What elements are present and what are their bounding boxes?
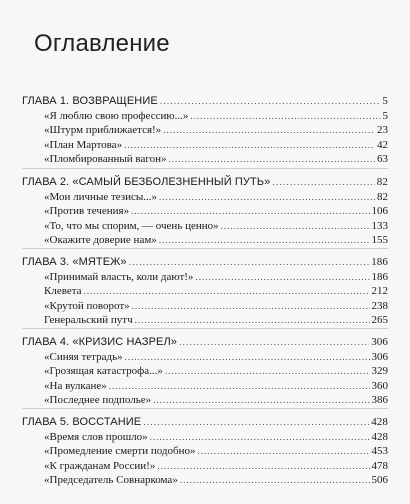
section-entry[interactable] — [22, 393, 388, 407]
section-entry[interactable] — [22, 299, 388, 313]
chapter-title: ГЛАВА 2. «САМЫЙ БЕЗБОЛЕЗНЕННЫЙ ПУТЬ» — [22, 176, 271, 188]
section-entry[interactable] — [22, 313, 388, 327]
chapter-heading[interactable] — [22, 94, 388, 108]
dot-leader — [153, 393, 369, 407]
section-page-number: 42 — [377, 138, 388, 151]
section-entry[interactable] — [22, 109, 388, 123]
section-entry[interactable] — [22, 379, 388, 393]
dot-leader — [132, 299, 370, 313]
section-entry[interactable] — [22, 350, 388, 364]
section-title: «На вулкане» — [44, 379, 107, 392]
section-entry[interactable] — [22, 444, 388, 458]
section-page-number: 106 — [371, 205, 388, 218]
dot-leader — [190, 109, 380, 123]
chapter-title: ГЛАВА 3. «МЯТЕЖ» — [22, 256, 127, 268]
section-entry[interactable] — [22, 219, 388, 233]
section-title: «Я люблю свою профессию...» — [44, 110, 189, 123]
chapter-heading[interactable] — [22, 335, 388, 349]
chapter-heading[interactable] — [22, 175, 388, 189]
section-page-number: 386 — [371, 393, 388, 406]
section-page-number: 212 — [371, 285, 388, 298]
section-title: Клевета — [44, 285, 82, 298]
dot-leader — [180, 473, 370, 487]
chapter-heading[interactable] — [22, 415, 388, 429]
dot-leader — [109, 379, 370, 393]
dot-leader — [131, 204, 369, 218]
section-title: «Крутой поворот» — [44, 299, 130, 312]
section-title: «Принимай власть, коли дают!» — [44, 271, 194, 284]
section-title: «Время слов прошло» — [44, 431, 148, 444]
page-title: Оглавление — [34, 30, 170, 57]
bleed-through-decoration — [250, 34, 252, 44]
dot-leader — [272, 175, 374, 189]
section-page-number: 329 — [371, 365, 388, 378]
section-page-number: 23 — [377, 124, 388, 137]
chapter-5 — [22, 408, 388, 488]
chapter-page-number: 5 — [382, 95, 388, 107]
section-page-number: 506 — [371, 473, 388, 486]
section-page-number: 155 — [371, 233, 388, 246]
chapter-heading[interactable] — [22, 255, 388, 269]
section-entry[interactable] — [22, 123, 388, 137]
chapter-page-number: 82 — [376, 176, 388, 188]
section-title: «То, что мы спорим, — очень ценно» — [44, 219, 219, 232]
section-entry[interactable] — [22, 190, 388, 204]
section-page-number: 238 — [371, 299, 388, 312]
chapter-3 — [22, 248, 388, 328]
section-title: «Председатель Совнаркома» — [44, 473, 178, 486]
chapter-page-number: 428 — [371, 416, 388, 428]
chapter-title: ГЛАВА 5. ВОССТАНИЕ — [22, 416, 142, 428]
section-entry[interactable] — [22, 459, 388, 473]
section-page-number: 306 — [371, 351, 388, 364]
dot-leader — [124, 138, 375, 152]
section-page-number: 360 — [371, 379, 388, 392]
section-title: «Мои личные тезисы...» — [44, 191, 158, 204]
section-entry[interactable] — [22, 284, 388, 298]
section-page-number: 186 — [371, 271, 388, 284]
dot-leader — [168, 152, 375, 166]
section-entry[interactable] — [22, 270, 388, 284]
dot-leader — [160, 94, 381, 108]
chapter-2 — [22, 168, 388, 248]
chapter-1 — [22, 88, 388, 168]
chapter-title: ГЛАВА 4. «КРИЗИС НАЗРЕЛ» — [22, 336, 178, 348]
dot-leader — [159, 190, 375, 204]
section-entry[interactable] — [22, 233, 388, 247]
dot-leader — [143, 415, 369, 429]
section-page-number: 5 — [382, 110, 388, 123]
section-page-number: 265 — [371, 313, 388, 326]
section-page-number: 478 — [371, 459, 388, 472]
section-entry[interactable] — [22, 473, 388, 487]
dot-leader — [84, 284, 370, 298]
section-title: «План Мартова» — [44, 138, 123, 151]
section-title: Генеральский путч — [44, 313, 133, 326]
section-title: «Окажите доверие нам» — [44, 233, 157, 246]
section-title: «Последнее подполье» — [44, 393, 152, 406]
section-title: «Против течения» — [44, 205, 130, 218]
section-title: «Промедление смерти подобно» — [44, 445, 196, 458]
dot-leader — [179, 335, 369, 349]
dot-leader — [163, 123, 375, 137]
section-entry[interactable] — [22, 204, 388, 218]
chapter-4 — [22, 328, 388, 408]
section-entry[interactable] — [22, 364, 388, 378]
section-title: «К гражданам России!» — [44, 459, 156, 472]
section-title: «Пломбированный вагон» — [44, 152, 167, 165]
dot-leader — [125, 350, 370, 364]
section-title: «Синяя тетрадь» — [44, 351, 123, 364]
section-entry[interactable] — [22, 138, 388, 152]
dot-leader — [157, 459, 369, 473]
section-page-number: 453 — [371, 445, 388, 458]
chapter-page-number: 186 — [371, 256, 388, 268]
dot-leader — [221, 219, 370, 233]
dot-leader — [135, 313, 370, 327]
dot-leader — [165, 364, 370, 378]
section-title: «Штурм приближается!» — [44, 124, 162, 137]
dot-leader — [150, 430, 370, 444]
section-entry[interactable] — [22, 430, 388, 444]
dot-leader — [159, 233, 370, 247]
chapter-page-number: 306 — [371, 336, 388, 348]
dot-leader — [195, 270, 369, 284]
table-of-contents — [22, 88, 388, 488]
dot-leader — [129, 255, 370, 269]
dot-leader — [197, 444, 369, 458]
section-page-number: 428 — [371, 431, 388, 444]
section-entry[interactable] — [22, 152, 388, 166]
section-page-number: 82 — [377, 191, 388, 204]
section-page-number: 133 — [371, 219, 388, 232]
section-title: «Грозящая катастрофа...» — [44, 365, 163, 378]
chapter-title: ГЛАВА 1. ВОЗВРАЩЕНИЕ — [22, 95, 158, 107]
section-page-number: 63 — [377, 152, 388, 165]
